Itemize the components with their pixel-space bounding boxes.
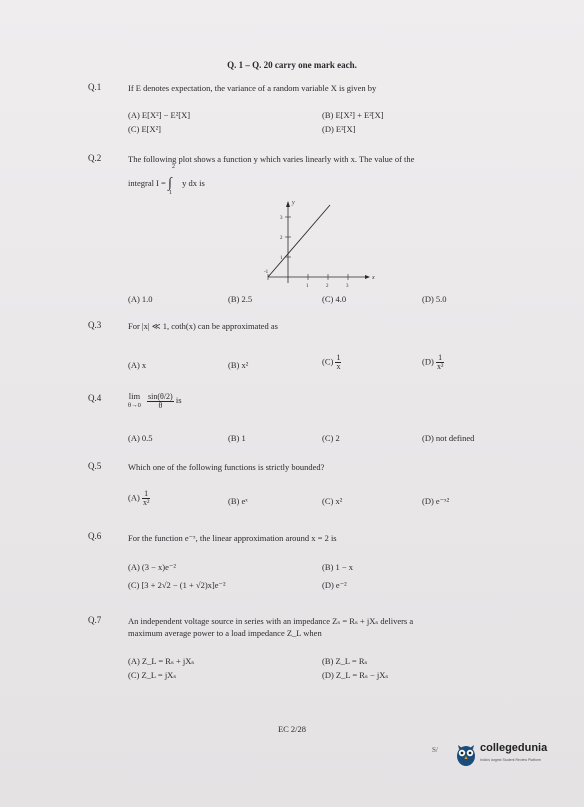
option-d: (D) 5.0 xyxy=(422,294,447,304)
option-c: (C) x² xyxy=(322,496,343,506)
option-a: (A) Z_L = Rₛ + jXₛ xyxy=(128,656,195,666)
fraction-numerator: sin(θ/2) xyxy=(148,391,173,401)
question-number: Q.2 xyxy=(88,153,102,163)
fraction-denominator: x² xyxy=(142,498,150,507)
option-d: (D) e⁻ˣ² xyxy=(422,496,450,506)
option-c: (C) E[X²] xyxy=(128,124,161,134)
question-text: For the function e⁻ˣ, the linear approximation around x = 2 is xyxy=(128,533,337,543)
owl-icon xyxy=(455,742,477,768)
question-text-continued: maximum average power to a load impedance Z_L when xyxy=(128,628,322,638)
y-axis-label: y xyxy=(292,200,295,206)
option-a xyxy=(128,490,150,507)
y-tick: 2 xyxy=(280,236,283,241)
x-tick: 1 xyxy=(306,284,309,289)
function-line xyxy=(268,205,330,277)
integral-suffix: y dx is xyxy=(182,177,205,188)
question-number: Q.7 xyxy=(88,615,102,625)
integral-sign-icon: ∫ xyxy=(167,176,172,191)
option-d: (D) not defined xyxy=(422,433,475,443)
y-tick: 1 xyxy=(280,256,283,261)
option-d: (D) e⁻² xyxy=(322,580,347,590)
question-number: Q.4 xyxy=(88,393,102,403)
linear-plot xyxy=(260,195,380,290)
x-tick: 2 xyxy=(326,284,329,289)
option-c: (C) 2 xyxy=(322,433,340,443)
option-label: (D) xyxy=(422,356,434,367)
option-a: (A) 1.0 xyxy=(128,294,153,304)
option-b: (B) 1 xyxy=(228,433,246,443)
x-axis-label: x xyxy=(372,275,375,281)
question-text: Which one of the following functions is strictly bounded? xyxy=(128,462,325,472)
is-word: is xyxy=(175,394,182,405)
option-b: (B) eˣ xyxy=(228,496,248,506)
option-d: (D) E²[X] xyxy=(322,124,356,134)
question-number: Q.3 xyxy=(88,320,102,330)
question-text: For |x| ≪ 1, coth(x) can be approximated as xyxy=(128,321,278,331)
fraction-denominator: x xyxy=(336,362,341,371)
option-a: (A) x xyxy=(128,360,147,370)
question-number: Q.6 xyxy=(88,531,102,541)
fraction-numerator: 1 xyxy=(336,353,341,362)
option-d: (D) Z_L = Rₛ − jXₛ xyxy=(322,670,389,680)
question-number: Q.5 xyxy=(88,461,102,471)
option-b: (B) E[X²] + E²[X] xyxy=(322,110,384,120)
lim-subscript: θ→0 xyxy=(128,402,141,409)
option-b: (B) x² xyxy=(228,360,249,370)
lim-word: lim xyxy=(128,391,141,401)
collegedunia-logo xyxy=(455,740,575,776)
logo-tagline: India's largest Student Review Platform xyxy=(480,758,541,762)
integral-expression xyxy=(128,164,205,196)
question-text: An independent voltage source in series with an impedance Zₛ = Rₛ + jXₛ delivers a xyxy=(128,616,414,626)
option-c: (C) 4.0 xyxy=(322,294,347,304)
integral-upper: 2 xyxy=(171,164,175,170)
option-a: (A) 0.5 xyxy=(128,433,153,443)
question-text: The following plot shows a function y which varies linearly with x. The value of the xyxy=(128,154,415,164)
option-c: (C) Z_L = jXₛ xyxy=(128,670,177,680)
option-b: (B) 1 − x xyxy=(322,562,353,572)
integral-prefix: integral I = xyxy=(128,177,166,188)
logo-name: collegedunia xyxy=(480,742,548,754)
option-d xyxy=(422,354,444,371)
fraction-numerator: 1 xyxy=(436,354,444,363)
option-c: (C) [3 + 2√2 − (1 + √2)x]e⁻² xyxy=(128,580,226,590)
limit-expression xyxy=(128,392,182,410)
integral-lower: 1 xyxy=(168,190,172,196)
section-header: Q. 1 – Q. 20 carry one mark each. xyxy=(227,60,357,70)
question-number: Q.1 xyxy=(88,82,102,92)
fraction-denominator: θ xyxy=(158,400,163,410)
option-a: (A) (3 − x)e⁻² xyxy=(128,562,176,572)
option-b: (B) 2.5 xyxy=(228,294,253,304)
option-a: (A) E[X²] − E²[X] xyxy=(128,110,191,120)
option-b: (B) Z_L = Rₛ xyxy=(322,656,368,666)
option-c xyxy=(322,354,341,371)
fraction-denominator: x² xyxy=(436,362,444,371)
y-tick: 3 xyxy=(280,216,283,221)
option-label: (A) xyxy=(128,492,140,503)
question-text: If E denotes expectation, the variance of a random variable X is given by xyxy=(128,83,377,93)
option-label: (C) xyxy=(322,356,334,367)
x-tick: 3 xyxy=(346,284,349,289)
corner-mark: S/ xyxy=(432,746,438,754)
page-footer: EC 2/28 xyxy=(277,724,307,734)
x-tick: -1 xyxy=(264,270,269,275)
fraction-numerator: 1 xyxy=(142,490,150,499)
